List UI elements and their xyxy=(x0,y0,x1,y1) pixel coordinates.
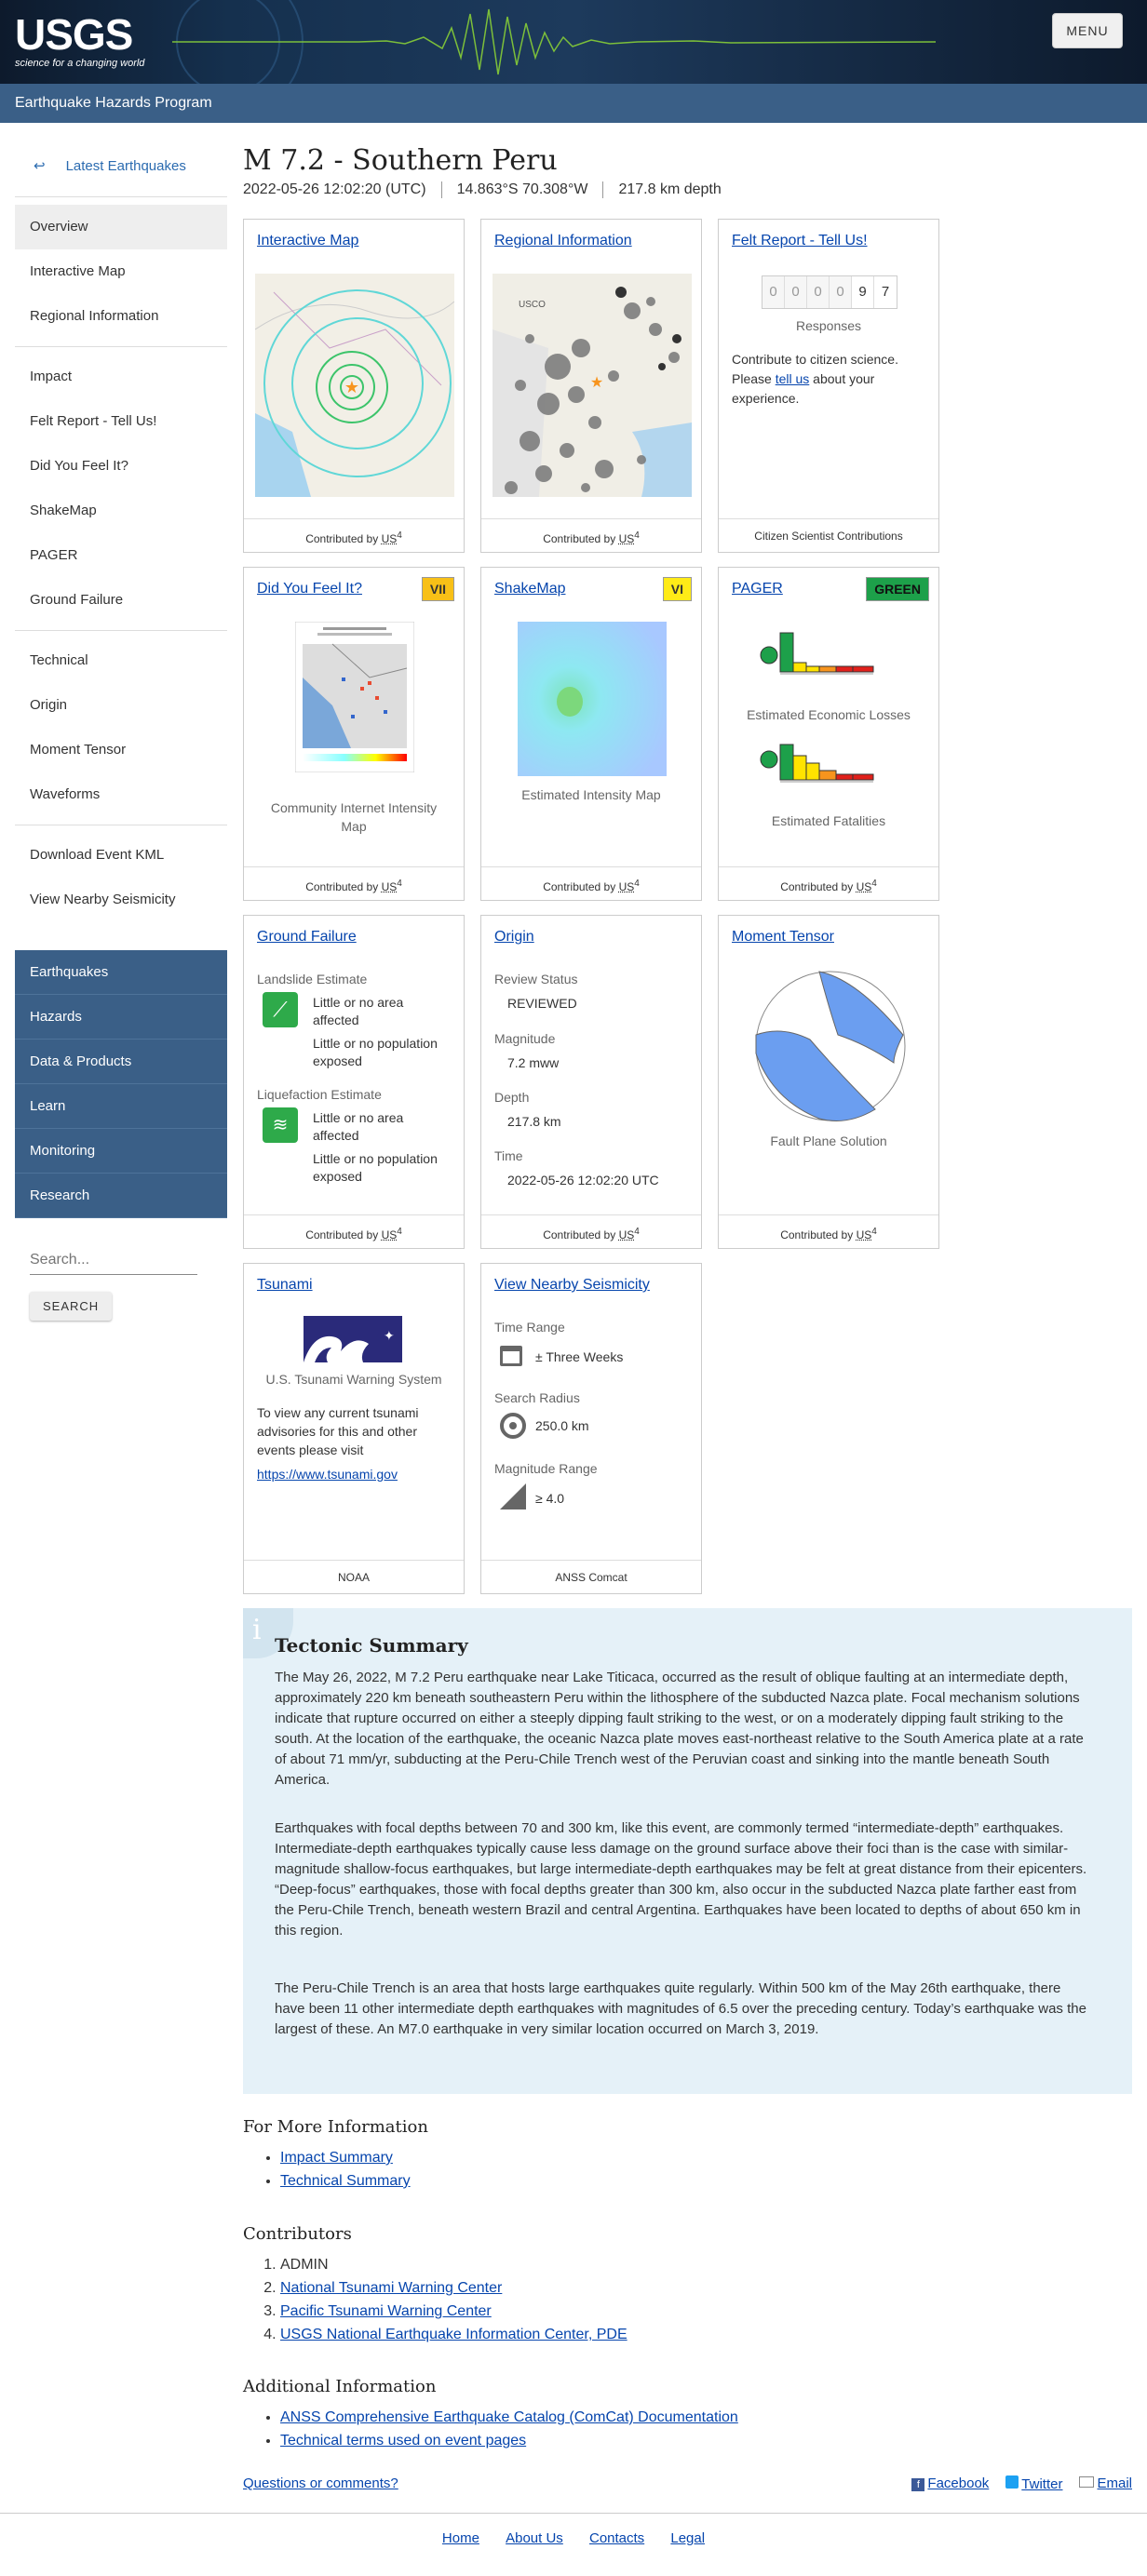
impact-summary-link[interactable]: Impact Summary xyxy=(280,2150,393,2166)
economic-loss-histogram xyxy=(760,622,899,679)
section-title: For More Information xyxy=(243,2117,428,2137)
tell-us-link[interactable]: tell us xyxy=(775,371,810,386)
technical-terms-link[interactable]: Technical terms used on event pages xyxy=(280,2433,527,2449)
network-link[interactable]: US xyxy=(381,880,398,893)
contributed-by: Contributed by xyxy=(305,532,382,545)
intensity-badge: VI xyxy=(663,577,692,601)
counter-digit: 7 xyxy=(881,284,890,300)
nav-data-products[interactable]: Data & Products xyxy=(15,1040,227,1084)
contributed-by: Contributed by xyxy=(543,1228,619,1241)
network-link[interactable]: US xyxy=(381,532,398,545)
counter-digit: 0 xyxy=(807,276,830,308)
card-footer xyxy=(481,518,701,552)
comcat-doc-link[interactable]: ANSS Comprehensive Earthquake Catalog (ComCat) Documentation xyxy=(280,2409,738,2425)
back-link-label: Latest Earthquakes xyxy=(65,158,186,174)
footnote-ref: 4 xyxy=(634,879,640,889)
main-content xyxy=(243,144,1132,198)
landslide-label: Landslide Estimate xyxy=(257,972,368,986)
time-range-value: ± Three Weeks xyxy=(535,1349,624,1364)
svg-text:★: ★ xyxy=(589,375,604,391)
sidebar-item-origin[interactable]: Origin xyxy=(30,697,68,713)
interactive-map-thumbnail[interactable] xyxy=(255,274,454,497)
card-moment-tensor[interactable] xyxy=(718,915,939,1249)
nav-monitoring[interactable]: Monitoring xyxy=(15,1129,227,1174)
sidebar-item-moment-tensor[interactable]: Moment Tensor xyxy=(30,742,127,758)
nav-research[interactable]: Research xyxy=(15,1174,227,1218)
tsunami-text: To view any current tsunami advisories for this and other events please visit xyxy=(257,1405,419,1457)
time-range-label: Time Range xyxy=(494,1320,565,1335)
svg-text:★: ★ xyxy=(344,378,360,396)
card-interactive-map[interactable] xyxy=(243,219,465,553)
sidebar-item-dyfi[interactable]: Did You Feel It? xyxy=(30,458,128,474)
search-input[interactable] xyxy=(30,1246,197,1275)
magnitude-range-label: Magnitude Range xyxy=(494,1461,598,1476)
sidebar-item-regional-information[interactable]: Regional Information xyxy=(30,308,159,324)
landslide-population: Little or no population exposed xyxy=(313,1036,438,1068)
footnote-ref: 4 xyxy=(397,530,402,541)
liquefaction-label: Liquefaction Estimate xyxy=(257,1087,382,1102)
time-value: 2022-05-26 12:02:20 UTC xyxy=(507,1173,659,1187)
card-ground-failure[interactable] xyxy=(243,915,465,1249)
card-footer xyxy=(244,1214,464,1248)
shakemap-thumbnail[interactable] xyxy=(518,622,667,776)
facebook-link[interactable] xyxy=(911,2475,989,2492)
card-title[interactable]: Regional Information xyxy=(494,233,632,248)
tsunami-caption: U.S. Tsunami Warning System xyxy=(265,1372,442,1387)
search-button[interactable]: SEARCH xyxy=(30,1292,112,1321)
card-footer xyxy=(244,866,464,900)
network-link[interactable]: US xyxy=(381,1228,398,1241)
review-status-label: Review Status xyxy=(494,972,578,986)
liquefaction-population: Little or no population exposed xyxy=(313,1151,438,1184)
footer-legal-link[interactable]: Legal xyxy=(670,2530,706,2546)
review-status: REVIEWED xyxy=(507,996,577,1011)
card-title[interactable]: View Nearby Seismicity xyxy=(494,1277,650,1293)
email-link[interactable] xyxy=(1079,2475,1132,2492)
divider xyxy=(15,196,227,197)
depth-value: 217.8 km xyxy=(507,1114,561,1129)
contributed-by: Contributed by xyxy=(305,1228,382,1241)
card-regional-information[interactable] xyxy=(480,219,702,553)
facebook-label: Facebook xyxy=(927,2475,990,2491)
counter-digit: 9 xyxy=(852,276,874,308)
sidebar-item-interactive-map[interactable]: Interactive Map xyxy=(30,263,126,279)
section-title: Additional Information xyxy=(243,2377,437,2396)
pager-caption-losses: Estimated Economic Losses xyxy=(747,707,911,722)
counter-digit: 0 xyxy=(762,276,785,308)
liquefaction-area: Little or no area affected xyxy=(313,1110,404,1143)
nav-learn[interactable]: Learn xyxy=(15,1084,227,1129)
felt-text: about your experience. xyxy=(732,371,875,406)
alert-badge: GREEN xyxy=(866,577,929,601)
logo-text: USGS xyxy=(15,10,133,59)
social-links xyxy=(911,2475,1132,2492)
search-form xyxy=(15,1246,227,1321)
contributor-link[interactable]: USGS National Earthquake Information Center, PDE xyxy=(280,2327,627,2342)
svg-text:✦: ✦ xyxy=(384,1328,395,1343)
contributed-by: Contributed by xyxy=(543,880,619,893)
contributed-by: Contributed by xyxy=(543,532,619,545)
card-title[interactable]: PAGER xyxy=(732,581,783,597)
search-radius-label: Search Radius xyxy=(494,1390,580,1405)
card-dyfi[interactable] xyxy=(243,567,465,901)
magnitude-value: 7.2 mww xyxy=(507,1055,560,1070)
tsunami-warning-logo xyxy=(304,1316,402,1362)
divider xyxy=(15,346,227,347)
sidebar-item-technical[interactable]: Technical xyxy=(30,652,88,668)
sidebar xyxy=(15,144,227,1321)
moment-tensor-caption: Fault Plane Solution xyxy=(770,1134,887,1148)
card-nearby-seismicity[interactable] xyxy=(480,1263,702,1594)
more-information xyxy=(243,2117,1132,2193)
liquefaction-icon: ≋ xyxy=(263,1107,298,1143)
event-title: M 7.2 - Southern Peru xyxy=(243,144,558,177)
nav-earthquakes[interactable]: Earthquakes xyxy=(15,950,227,995)
footnote-ref: 4 xyxy=(397,879,402,889)
card-footer xyxy=(481,1214,701,1248)
intensity-badge: VII xyxy=(422,577,454,601)
landslide-area: Little or no area affected xyxy=(313,995,404,1027)
footnote-ref: 4 xyxy=(871,1227,877,1237)
card-footer: ANSS Comcat xyxy=(481,1560,701,1593)
card-title[interactable]: Tsunami xyxy=(257,1277,313,1293)
card-title[interactable]: Moment Tensor xyxy=(732,929,834,945)
divider xyxy=(15,630,227,631)
search-radius-value: 250.0 km xyxy=(535,1418,589,1433)
info-icon: i xyxy=(243,1608,293,1658)
card-title[interactable]: ShakeMap xyxy=(494,581,566,597)
card-felt-report[interactable] xyxy=(718,219,939,553)
beachball-diagram[interactable] xyxy=(754,970,907,1122)
network-link[interactable]: US xyxy=(618,880,635,893)
footer-about-link[interactable]: About Us xyxy=(506,2530,563,2546)
network-link[interactable]: US xyxy=(856,880,872,893)
contributed-by: Contributed by xyxy=(305,880,382,893)
footnote-ref: 4 xyxy=(397,1227,402,1237)
seismogram-graphic xyxy=(172,0,936,84)
site-header xyxy=(0,0,1147,84)
card-tsunami[interactable] xyxy=(243,1263,465,1594)
card-footer xyxy=(481,866,701,900)
felt-text: Contribute to citizen science. Please xyxy=(732,352,898,386)
usgs-logo[interactable] xyxy=(15,10,145,69)
twitter-icon xyxy=(1005,2475,1019,2489)
event-summary xyxy=(243,181,1132,198)
tectonic-paragraph-1: The May 26, 2022, M 7.2 Peru earthquake near Lake Titicaca, occurred as the result of oblique faulting at an intermediate depth, approximately 220 km beneath southeastern Peru within the lithosphere of the subducted Nazca plate. Focal mechanism solutions indicate that rupture occurred on either a steeply dipping fault striking to the west, or on a moderately dipping fault striking to the south. At the location of the earthquake, the oceanic Nazca plate moves east-northeast relative to the South America plate at a rate of about 71 mm/yr, subducting at the Peru-Chile Trench west of the Peruvian coast and sinking into the mantle beneath South America. xyxy=(275,1670,1084,1788)
sidebar-item-impact[interactable]: Impact xyxy=(30,369,73,384)
additional-information xyxy=(243,2377,1132,2452)
sidebar-item-pager[interactable]: PAGER xyxy=(30,547,78,563)
magnitude-icon xyxy=(500,1483,526,1509)
felt-description xyxy=(732,350,927,409)
tsunami-gov-link[interactable]: https://www.tsunami.gov xyxy=(257,1467,398,1482)
card-shakemap[interactable] xyxy=(480,567,702,901)
tectonic-paragraph-2: Earthquakes with focal depths between 70 and 300 km, like this event, are commonly termed “intermediate-depth” earthquakes. Intermediate-depth earthquakes typically cause less damage on the ground surface above their foci than is the case with similar-magnitude shallow-focus earthquakes, but large intermediate-depth earthquakes may be felt at great distance from their epicenters. “Deep-focus” earthquakes, those with focal depths greater than 300 km, also occur in the subducted Nazca plate farther east from the Peru-Chile Trench, beneath western Brazil and central Argentina. Earthquakes have been located to depths of about 650 km in this region. xyxy=(275,1820,1087,1939)
network-link[interactable]: US xyxy=(618,1228,635,1241)
network-link[interactable]: US xyxy=(618,532,635,545)
depth-label: Depth xyxy=(494,1090,530,1105)
responses-label: Responses xyxy=(795,318,862,333)
sidebar-item-download-kml[interactable]: Download Event KML xyxy=(30,847,165,863)
card-footer: NOAA xyxy=(244,1560,464,1593)
contributor-link[interactable]: National Tsunami Warning Center xyxy=(280,2280,503,2296)
contributors xyxy=(243,2224,1132,2346)
response-counter xyxy=(762,275,897,309)
program-title[interactable]: Earthquake Hazards Program xyxy=(0,84,1147,123)
magnitude-label: Magnitude xyxy=(494,1031,556,1046)
card-footer xyxy=(719,1214,938,1248)
site-footer xyxy=(0,2513,1147,2546)
menu-button[interactable]: MENU xyxy=(1052,13,1123,48)
tectonic-paragraph-3: The Peru-Chile Trench is an area that hosts large earthquakes quite regularly. Within 500 km of the May 26th earthquake, there have been 11 other intermediate depth earthquakes with magnitudes of 6.5 over the preceding century. Today’s earthquake was the largest of these. An M7.0 earthquake in very similar location occurred on March 3, 2019. xyxy=(275,1980,1086,2037)
landslide-icon: ⟋ xyxy=(263,992,298,1027)
twitter-label: Twitter xyxy=(1021,2476,1063,2492)
feedback-bar xyxy=(243,2475,1132,2491)
card-pager[interactable] xyxy=(718,567,939,901)
email-label: Email xyxy=(1097,2475,1132,2491)
counter-digit: 0 xyxy=(830,276,852,308)
twitter-link[interactable] xyxy=(1005,2475,1062,2492)
sidebar-item-waveforms[interactable]: Waveforms xyxy=(30,786,101,802)
sidebar-item-nearby-seismicity[interactable]: View Nearby Seismicity xyxy=(30,892,176,907)
network-link[interactable]: US xyxy=(856,1228,872,1241)
footnote-ref: 4 xyxy=(871,879,877,889)
footnote-ref: 4 xyxy=(634,1227,640,1237)
magnitude-range-value: ≥ 4.0 xyxy=(535,1491,565,1506)
card-origin[interactable] xyxy=(480,915,702,1249)
back-link[interactable] xyxy=(15,144,227,189)
sidebar-item-ground-failure[interactable]: Ground Failure xyxy=(30,592,124,608)
card-title[interactable]: Interactive Map xyxy=(257,233,359,248)
sidebar-item-overview[interactable]: Overview xyxy=(15,205,227,249)
section-title: Contributors xyxy=(243,2224,352,2244)
counter-digit: 0 xyxy=(785,276,807,308)
card-footer: Citizen Scientist Contributions xyxy=(719,518,938,552)
footnote-ref: 4 xyxy=(634,530,640,541)
contributor-link[interactable]: Pacific Tsunami Warning Center xyxy=(280,2303,492,2319)
event-location: 14.863°S 70.308°W xyxy=(457,181,604,198)
card-title[interactable]: Origin xyxy=(494,929,534,945)
fatalities-histogram xyxy=(760,731,899,789)
footer-contacts-link[interactable]: Contacts xyxy=(588,2530,645,2546)
dyfi-map-thumbnail[interactable] xyxy=(295,622,414,772)
technical-summary-link[interactable]: Technical Summary xyxy=(280,2173,411,2189)
card-title[interactable]: Felt Report - Tell Us! xyxy=(732,233,868,248)
footer-home-link[interactable]: Home xyxy=(441,2530,479,2546)
time-label: Time xyxy=(494,1148,523,1163)
nav-hazards[interactable]: Hazards xyxy=(15,995,227,1040)
pager-caption-fatalities: Estimated Fatalities xyxy=(771,813,886,828)
radius-icon xyxy=(500,1413,526,1439)
site-nav xyxy=(15,950,227,1218)
facebook-icon: f xyxy=(911,2478,924,2491)
card-title[interactable]: Did You Feel It? xyxy=(257,581,362,597)
tectonic-title: Tectonic Summary xyxy=(275,1634,468,1657)
questions-link[interactable]: Questions or comments? xyxy=(243,2475,398,2491)
email-icon xyxy=(1079,2476,1094,2488)
shakemap-caption: Estimated Intensity Map xyxy=(521,787,661,802)
sidebar-item-shakemap[interactable]: ShakeMap xyxy=(30,503,97,518)
calendar-icon xyxy=(500,1346,522,1366)
event-time: 2022-05-26 12:02:20 (UTC) xyxy=(243,181,442,198)
tectonic-summary xyxy=(243,1608,1132,2094)
map-label: USCO xyxy=(519,300,546,310)
back-arrow-icon: ↩ xyxy=(34,158,46,174)
regional-map-thumbnail[interactable] xyxy=(493,274,692,497)
card-title[interactable]: Ground Failure xyxy=(257,929,357,945)
contributor-item: 1. ADMIN xyxy=(280,2253,1132,2276)
card-footer xyxy=(244,518,464,552)
dyfi-caption: Community Internet Intensity Map xyxy=(270,800,438,834)
contributed-by: Contributed by xyxy=(780,1228,857,1241)
logo-tagline: science for a changing world xyxy=(15,58,145,69)
contributed-by: Contributed by xyxy=(780,880,857,893)
sidebar-item-felt-report[interactable]: Felt Report - Tell Us! xyxy=(30,413,157,429)
card-footer xyxy=(719,866,938,900)
event-depth: 217.8 km depth xyxy=(618,181,722,197)
